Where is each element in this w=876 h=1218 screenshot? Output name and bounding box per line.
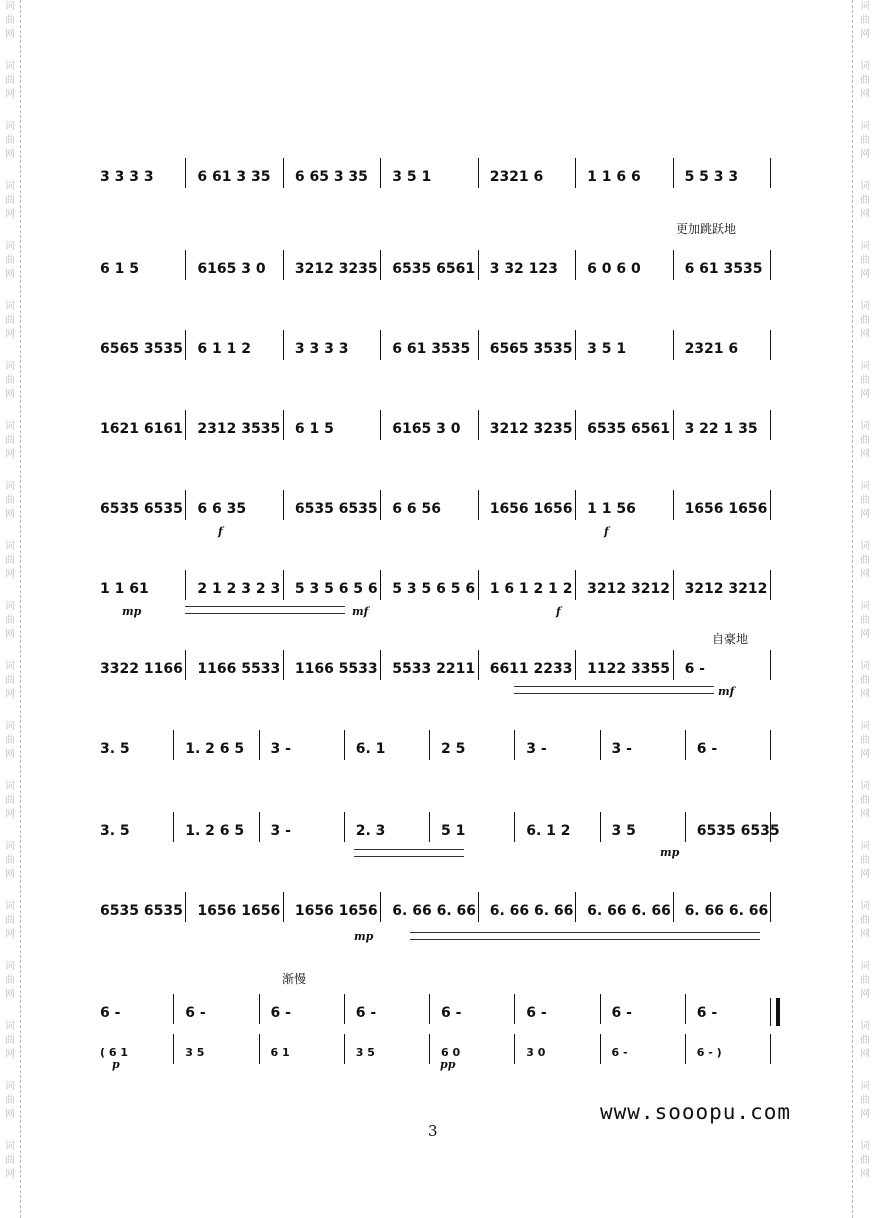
- barline: [380, 330, 383, 360]
- barline: [380, 250, 383, 280]
- measure: 6. 1: [355, 741, 386, 757]
- measure: 5 5 3 3: [684, 169, 739, 185]
- measure: 1 1 56: [587, 501, 636, 517]
- watermark-mark: 词 曲 网: [5, 901, 15, 940]
- measure: 6 -: [611, 1005, 632, 1021]
- measure: 1 6 1 2 1 2: [489, 581, 573, 597]
- barline: [478, 650, 481, 680]
- barline: [673, 490, 676, 520]
- barline: [259, 730, 262, 760]
- barline: [575, 892, 578, 922]
- measure: 5 3 5 6 5 6: [392, 581, 476, 597]
- measure: 6 1 5: [100, 261, 139, 277]
- barline: [575, 490, 578, 520]
- staff-line: [96, 818, 786, 844]
- barline: [478, 330, 481, 360]
- measure: 6 - ): [696, 1046, 722, 1059]
- measure: 5533 2211: [392, 661, 476, 677]
- barline: [185, 250, 188, 280]
- watermark-mark: 词 曲 网: [860, 841, 870, 880]
- barline: [380, 570, 383, 600]
- barline: [283, 892, 286, 922]
- staff-line: [96, 416, 786, 442]
- barline: [685, 994, 688, 1024]
- measure: 2312 3535: [197, 421, 281, 437]
- left-watermark: [3, 0, 17, 1200]
- watermark-mark: 词 曲 网: [5, 361, 15, 400]
- barline: [380, 892, 383, 922]
- watermark-mark: 词 曲 网: [5, 961, 15, 1000]
- watermark-mark: 词 曲 网: [860, 1021, 870, 1060]
- watermark-mark: 词 曲 网: [860, 481, 870, 520]
- barline: [478, 250, 481, 280]
- measure: 1. 2 6 5: [185, 741, 245, 757]
- barline: [770, 812, 773, 842]
- left-border: [20, 0, 21, 1218]
- barline: [770, 570, 773, 600]
- measure: 6. 66 6. 66: [587, 903, 671, 919]
- dynamic-f: f: [556, 605, 561, 618]
- measure: 3 0: [526, 1046, 546, 1059]
- watermark-mark: 词 曲 网: [5, 721, 15, 760]
- measure: 6 -: [270, 1005, 291, 1021]
- measure: 6 1 5: [294, 421, 334, 437]
- watermark-mark: 词 曲 网: [5, 541, 15, 580]
- staff-line: [96, 1040, 786, 1066]
- barline: [514, 1034, 517, 1064]
- watermark-mark: 词 曲 网: [5, 301, 15, 340]
- staff-line: [96, 576, 786, 602]
- measure: 1166 5533: [294, 661, 378, 677]
- measure: 6 1: [270, 1046, 290, 1059]
- staff-line: [96, 336, 786, 362]
- barline: [185, 410, 188, 440]
- measure: 2 5: [441, 741, 466, 757]
- watermark-mark: 词 曲 网: [860, 61, 870, 100]
- barline: [770, 490, 773, 520]
- barline: [283, 410, 286, 440]
- dynamic-mf: mf: [352, 605, 369, 618]
- right-border: [852, 0, 853, 1218]
- barline: [283, 490, 286, 520]
- barline: [770, 410, 773, 440]
- measure: 5 3 5 6 5 6: [294, 581, 378, 597]
- measure: 3212 3212: [684, 581, 768, 597]
- dynamic-mp: mp: [660, 846, 680, 859]
- barline: [380, 650, 383, 680]
- watermark-mark: 词 曲 网: [860, 241, 870, 280]
- measure: 3 5: [185, 1046, 205, 1059]
- barline: [575, 330, 578, 360]
- measure: 6. 1 2: [526, 823, 571, 839]
- barline: [575, 650, 578, 680]
- watermark-mark: 词 曲 网: [5, 841, 15, 880]
- measure: 6 61 3535: [684, 261, 763, 277]
- measure: 6535 6535: [696, 823, 780, 839]
- watermark-mark: 词 曲 网: [860, 781, 870, 820]
- measure: 3 3 3 3: [294, 341, 349, 357]
- watermark-mark: 词 曲 网: [5, 61, 15, 100]
- barline: [344, 812, 347, 842]
- barline: [185, 650, 188, 680]
- measure: 3. 5: [100, 741, 130, 757]
- measure: 1. 2 6 5: [185, 823, 245, 839]
- measure: 6 -: [355, 1005, 377, 1021]
- watermark-mark: 词 曲 网: [5, 781, 15, 820]
- barline: [380, 490, 383, 520]
- staff-line: [96, 736, 786, 762]
- watermark-mark: 词 曲 网: [5, 601, 15, 640]
- barline: [344, 730, 347, 760]
- crescendo-hairpin: [514, 686, 714, 694]
- measure: 3 -: [611, 741, 632, 757]
- annotation-free: 自豪地: [712, 632, 749, 646]
- measure: 2321 6: [684, 341, 739, 357]
- measure: 3 22 1 35: [684, 421, 758, 437]
- decrescendo-hairpin: [354, 849, 464, 857]
- watermark-mark: 词 曲 网: [860, 1081, 870, 1120]
- staff-line: [96, 1000, 786, 1026]
- measure: 3 3 3 3: [100, 169, 154, 185]
- measure: 3 5: [611, 823, 636, 839]
- measure: 3212 3235: [489, 421, 573, 437]
- site-mark: www.sooopu.com: [600, 1100, 792, 1124]
- barline: [259, 1034, 262, 1064]
- measure: 3212 3212: [587, 581, 670, 597]
- measure: 6 0 6 0: [587, 261, 641, 277]
- staff-line: [96, 256, 786, 282]
- measure: 2. 3: [355, 823, 386, 839]
- barline: [770, 892, 773, 922]
- measure: 1621 6161: [100, 421, 183, 437]
- barline: [514, 994, 517, 1024]
- measure: 6 -: [100, 1005, 121, 1021]
- measure: 1656 1656: [489, 501, 573, 517]
- watermark-mark: 词 曲 网: [5, 241, 15, 280]
- barline: [344, 994, 347, 1024]
- measure: 6165 3 0: [392, 421, 461, 437]
- measure: 3 -: [270, 741, 291, 757]
- barline: [173, 994, 176, 1024]
- measure: 6 65 3 35: [294, 169, 368, 185]
- barline: [478, 410, 481, 440]
- decrescendo-hairpin: [410, 932, 760, 940]
- barline: [770, 330, 773, 360]
- barline: [673, 410, 676, 440]
- measure: 6. 66 6. 66: [684, 903, 769, 919]
- watermark-mark: 词 曲 网: [5, 481, 15, 520]
- watermark-mark: 词 曲 网: [5, 181, 15, 220]
- measure: 1656 1656: [684, 501, 768, 517]
- barline: [185, 330, 188, 360]
- measure: 1656 1656: [294, 903, 378, 919]
- measure: 3 32 123: [489, 261, 558, 277]
- measure: 6565 3535: [489, 341, 573, 357]
- measure: 6 6 35: [197, 501, 247, 517]
- watermark-mark: 词 曲 网: [5, 1081, 15, 1120]
- staff-line: [96, 656, 786, 682]
- measure: 3322 1166: [100, 661, 183, 677]
- measure: 3 -: [526, 741, 547, 757]
- dynamic-p: p: [112, 1058, 120, 1071]
- measure: 6535 6561: [587, 421, 670, 437]
- staff-line: [96, 898, 786, 924]
- measure: 5 1: [441, 823, 466, 839]
- page-number: 3: [428, 1122, 438, 1140]
- measure: 6535 6535: [294, 501, 378, 517]
- watermark-mark: 词 曲 网: [5, 1141, 15, 1180]
- barline: [770, 158, 773, 188]
- barline: [283, 330, 286, 360]
- barline: [259, 812, 262, 842]
- barline: [685, 1034, 688, 1064]
- measure: 6 1 1 2: [197, 341, 252, 357]
- barline: [673, 570, 676, 600]
- barline: [770, 1034, 773, 1064]
- barline: [600, 1034, 603, 1064]
- barline: [478, 490, 481, 520]
- barline: [600, 994, 603, 1024]
- watermark-mark: 词 曲 网: [860, 1141, 870, 1180]
- watermark-mark: 词 曲 网: [860, 1, 870, 40]
- barline: [173, 730, 176, 760]
- watermark-mark: 词 曲 网: [860, 421, 870, 460]
- measure: 6535 6561: [392, 261, 476, 277]
- watermark-mark: 词 曲 网: [5, 421, 15, 460]
- barline: [575, 410, 578, 440]
- measure: 6 61 3535: [392, 341, 471, 357]
- final-barline: [770, 998, 780, 1026]
- barline: [478, 158, 481, 188]
- measure: 6165 3 0: [197, 261, 266, 277]
- right-watermark: [858, 0, 872, 1200]
- measure: 1 1 61: [100, 581, 149, 597]
- barline: [185, 490, 188, 520]
- barline: [673, 250, 676, 280]
- barline: [283, 570, 286, 600]
- barline: [344, 1034, 347, 1064]
- dynamic-mp: mp: [122, 605, 142, 618]
- barline: [173, 812, 176, 842]
- barline: [514, 730, 517, 760]
- measure: 6 -: [696, 1005, 718, 1021]
- measure: 6 -: [526, 1005, 547, 1021]
- watermark-mark: 词 曲 网: [860, 601, 870, 640]
- annotation-slow: 渐慢: [282, 972, 307, 986]
- watermark-mark: 词 曲 网: [860, 121, 870, 160]
- measure: 6565 3535: [100, 341, 183, 357]
- barline: [380, 410, 383, 440]
- barline: [673, 330, 676, 360]
- barline: [283, 250, 286, 280]
- barline: [259, 994, 262, 1024]
- barline: [673, 158, 676, 188]
- measure: 1122 3355: [587, 661, 670, 677]
- barline: [173, 1034, 176, 1064]
- watermark-mark: 词 曲 网: [860, 181, 870, 220]
- barline: [600, 730, 603, 760]
- barline: [185, 892, 188, 922]
- annotation-jump: 更加跳跃地: [676, 222, 737, 236]
- measure: 6 -: [611, 1046, 628, 1059]
- measure: 6535 6535: [100, 903, 183, 919]
- barline: [185, 158, 188, 188]
- dynamic-pp: pp: [440, 1058, 456, 1071]
- measure: ( 6 1: [100, 1046, 128, 1059]
- barline: [673, 892, 676, 922]
- barline: [478, 892, 481, 922]
- barline: [770, 650, 773, 680]
- barline: [514, 812, 517, 842]
- measure: 2 1 2 3 2 3: [197, 581, 281, 597]
- measure: 2321 6: [489, 169, 544, 185]
- measure: 6535 6535: [100, 501, 183, 517]
- measure: 1166 5533: [197, 661, 281, 677]
- measure: 6 6 56: [392, 501, 441, 517]
- barline: [429, 994, 432, 1024]
- barline: [575, 250, 578, 280]
- dynamic-f: f: [218, 525, 223, 538]
- measure: 6 -: [696, 741, 718, 757]
- measure: 3 5 1: [587, 341, 627, 357]
- crescendo-hairpin: [185, 606, 345, 614]
- staff-line: [96, 164, 786, 190]
- watermark-mark: 词 曲 网: [860, 541, 870, 580]
- barline: [429, 730, 432, 760]
- watermark-mark: 词 曲 网: [860, 661, 870, 700]
- measure: 3212 3235: [294, 261, 378, 277]
- measure: 6611 2233: [489, 661, 573, 677]
- barline: [685, 812, 688, 842]
- measure: 3 -: [270, 823, 291, 839]
- measure: 1656 1656: [197, 903, 281, 919]
- barline: [380, 158, 383, 188]
- watermark-mark: 词 曲 网: [5, 121, 15, 160]
- measure: 6 61 3 35: [197, 169, 271, 185]
- measure: 1 1 6 6: [587, 169, 641, 185]
- barline: [429, 1034, 432, 1064]
- barline: [685, 730, 688, 760]
- measure: 3. 5: [100, 823, 130, 839]
- barline: [575, 158, 578, 188]
- watermark-mark: 词 曲 网: [860, 361, 870, 400]
- watermark-mark: 词 曲 网: [860, 301, 870, 340]
- watermark-mark: 词 曲 网: [5, 1, 15, 40]
- dynamic-mf: mf: [718, 685, 735, 698]
- barline: [429, 812, 432, 842]
- staff-line: [96, 496, 786, 522]
- barline: [283, 158, 286, 188]
- barline: [673, 650, 676, 680]
- barline: [478, 570, 481, 600]
- barline: [575, 570, 578, 600]
- barline: [283, 650, 286, 680]
- measure: 6 -: [684, 661, 705, 677]
- measure: 6. 66 6. 66: [392, 903, 476, 919]
- measure: 6 -: [185, 1005, 206, 1021]
- dynamic-mp: mp: [354, 930, 374, 943]
- watermark-mark: 词 曲 网: [860, 961, 870, 1000]
- measure: 6 0: [441, 1046, 461, 1059]
- measure: 3 5 1: [392, 169, 432, 185]
- measure: 6 -: [441, 1005, 462, 1021]
- measure: 3 5: [355, 1046, 375, 1059]
- dynamic-f: f: [604, 525, 609, 538]
- watermark-mark: 词 曲 网: [5, 661, 15, 700]
- barline: [185, 570, 188, 600]
- barline: [600, 812, 603, 842]
- watermark-mark: 词 曲 网: [860, 901, 870, 940]
- watermark-mark: 词 曲 网: [860, 721, 870, 760]
- barline: [770, 730, 773, 760]
- measure: 6. 66 6. 66: [489, 903, 574, 919]
- barline: [770, 250, 773, 280]
- watermark-mark: 词 曲 网: [5, 1021, 15, 1060]
